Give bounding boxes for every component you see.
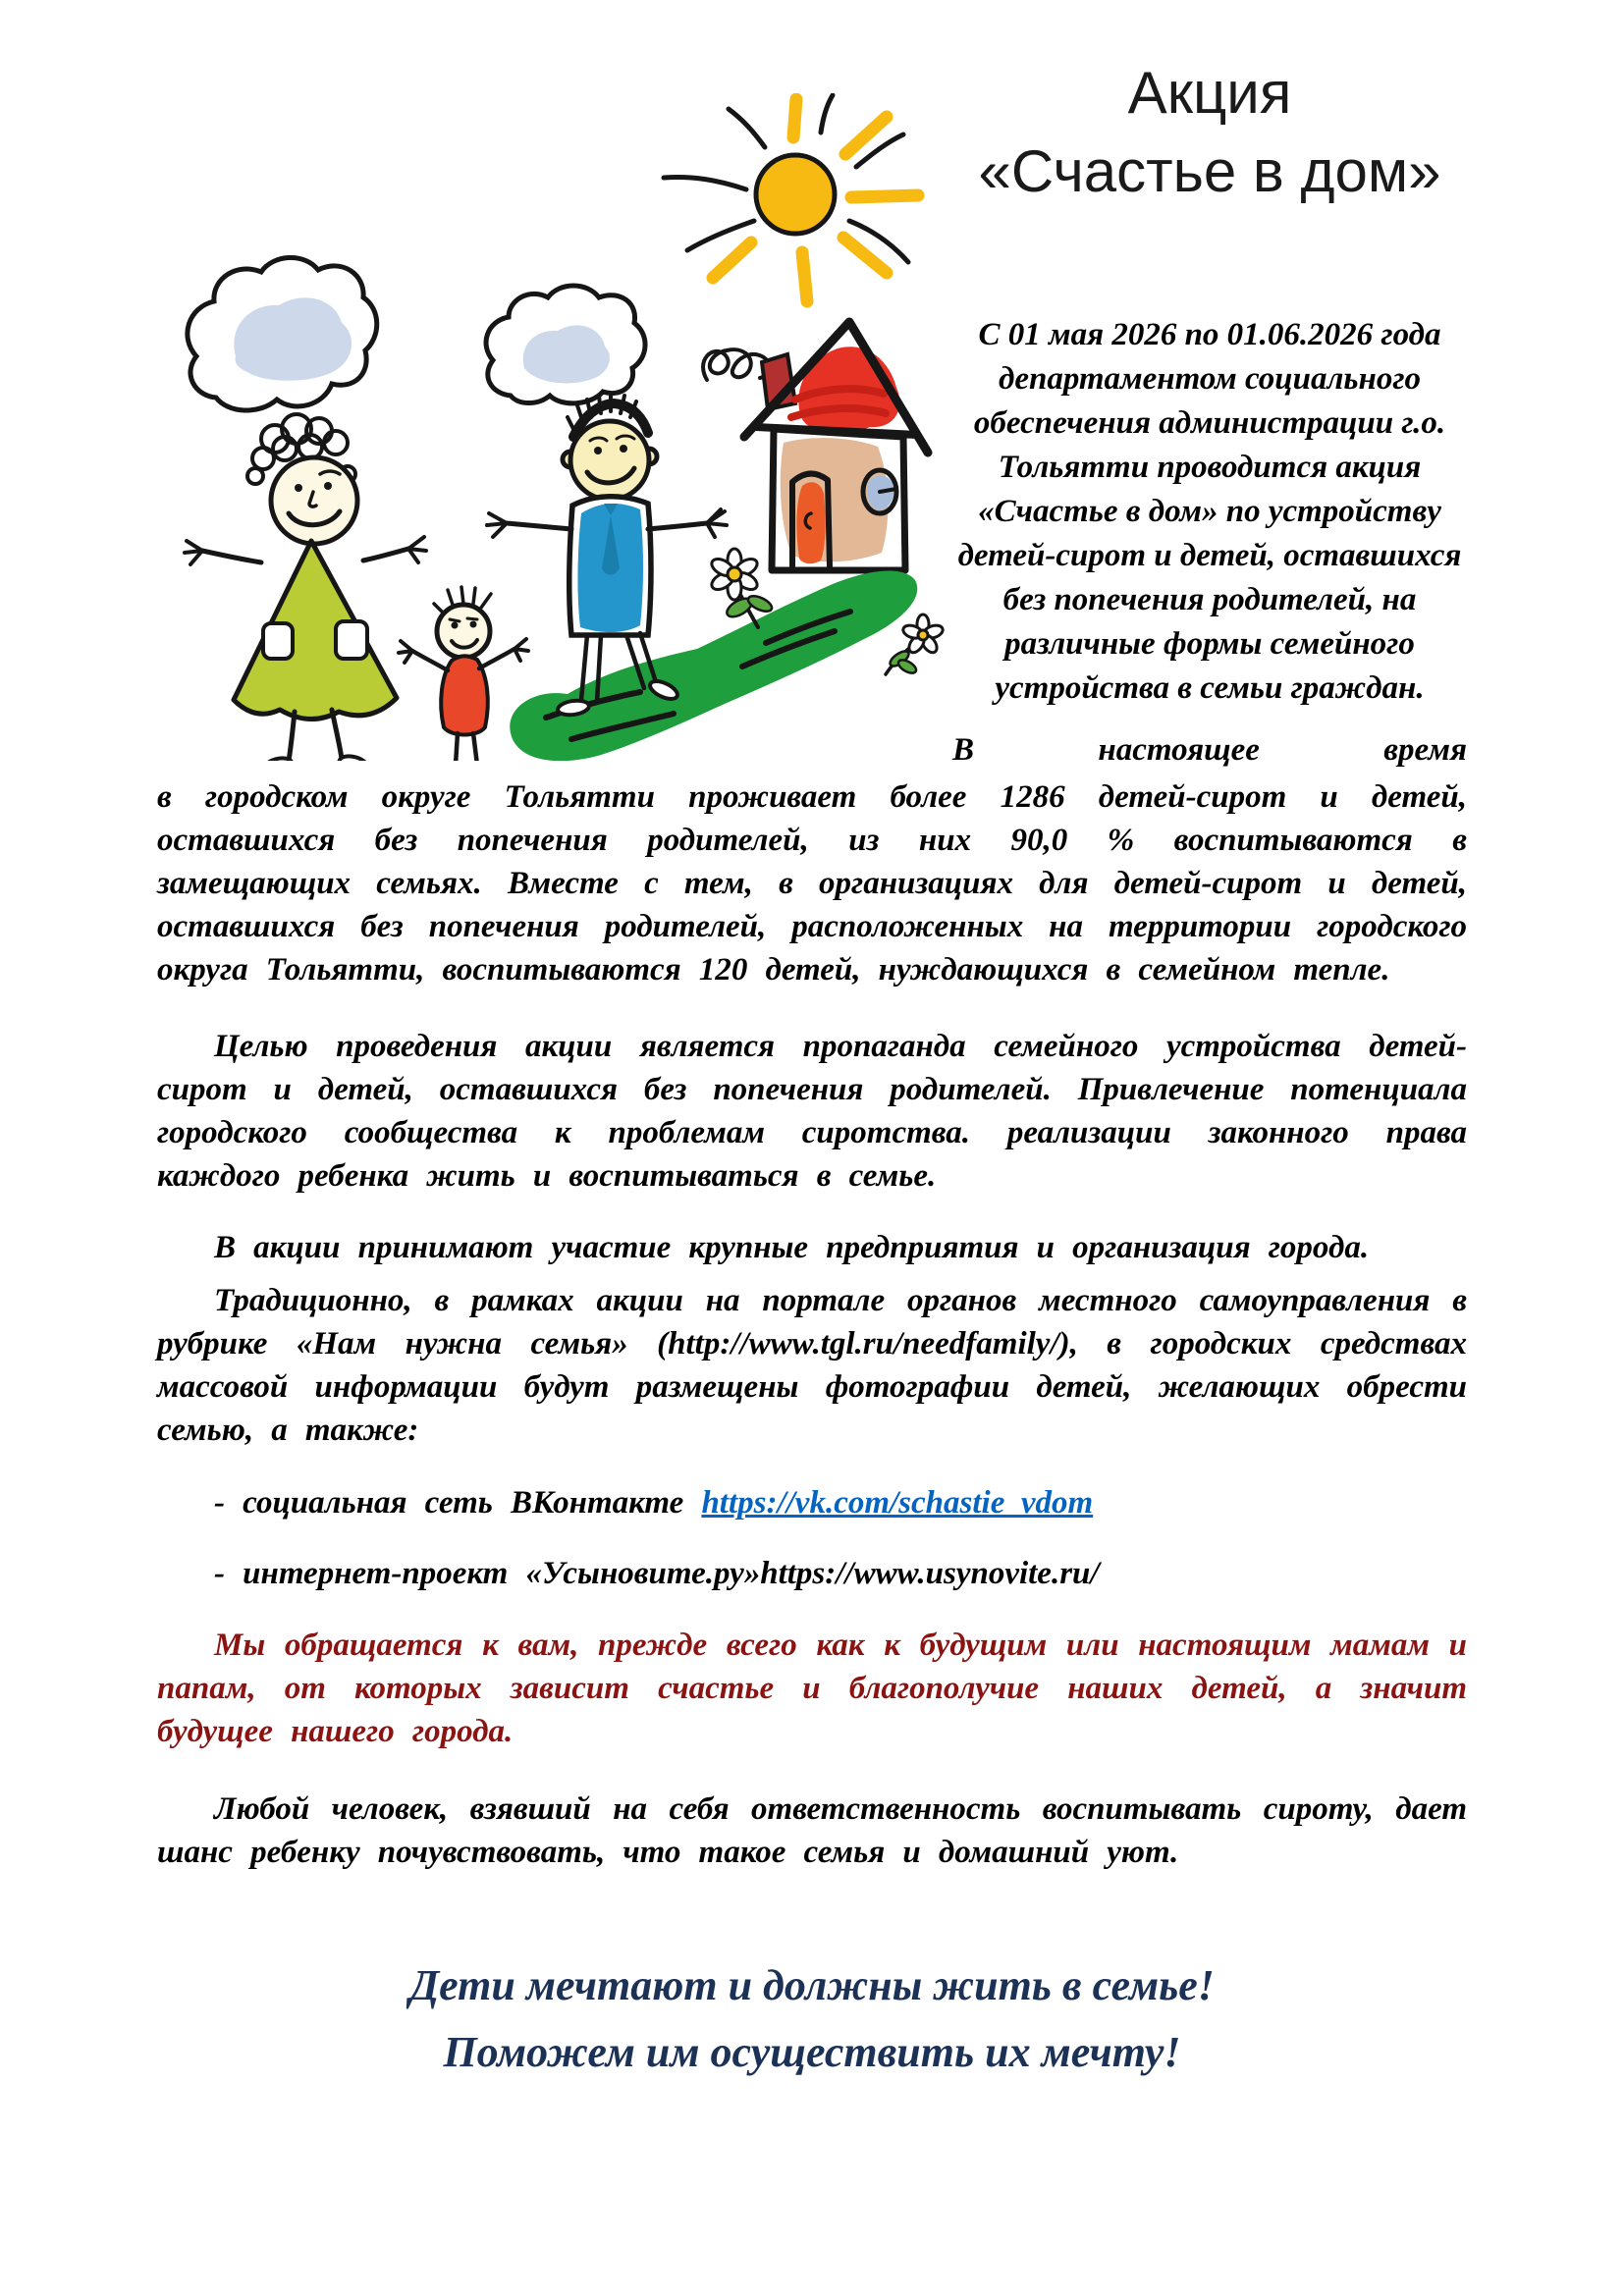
- family-house-drawing: [118, 93, 952, 761]
- intro-paragraph: С 01 мая 2026 по 01.06.2026 года департаментом социального обеспечения администрации г.о. Тольятти проводится акция «Счастье в дом» по устройству детей-сирот и детей, оставшихся без попечения родителей, на различные формы семейного устройства в семьи граждан.: [957, 317, 1462, 706]
- paragraph-current-situation: в городском округе Тольятти проживает более 1286 детей-сирот и детей, оставшихся без попечения родителей, из них 90,0 % воспитываются в замещающих семьях. Вместе с тем, в организациях для детей-сирот и детей, оставшихся без попечения родителей, расположенных на территории городского округа Тольятти, воспитываются 120 детей, нуждающихся в семейном тепле.: [157, 779, 1467, 988]
- flower-icon: [709, 549, 774, 627]
- smoke-spiral-icon: [703, 349, 769, 380]
- paragraph-participants: В акции принимают участие крупные предприятия и организация города.: [214, 1230, 1370, 1265]
- footer-slogan-line1: Дети мечтают и должны жить в семье!: [409, 1961, 1215, 2009]
- page-title-line2: «Счастье в дом»: [978, 138, 1441, 204]
- vk-link[interactable]: https://vk.com/schastie_vdom: [701, 1485, 1094, 1521]
- cloud-middle-icon: [486, 286, 645, 403]
- paragraph-responsibility: Любой человек, взявший на себя ответственность воспитывать сироту, дает шанс ребенку почувствовать, что такое семья и домашний уют.: [157, 1791, 1467, 1870]
- paragraph-media: Традиционно, в рамках акции на портале органов местного самоуправления в рубрике «Нам нужна семья» (http://www.tgl.ru/needfamily/), в городских средствах массовой информации будут размещены фотографии детей, желающих обрести семью, а также:: [157, 1283, 1467, 1448]
- paragraph-goal: Целью проведения акции является пропаганда семейного устройства детей-сирот и детей, оставшихся без попечения родителей. Привлечение потенциала городского сообщества к проблемам сиротства. реализации законного права каждого ребенка жить и воспитываться в семье.: [157, 1029, 1467, 1194]
- sun-icon: [664, 95, 918, 301]
- children-drawing-illustration: [118, 54, 952, 775]
- page-title-line1: Акция: [1127, 60, 1292, 126]
- list-item-vk: [157, 1481, 1467, 1524]
- list-item-vk-label: - социальная сеть ВКонтакте: [214, 1485, 702, 1521]
- house-icon: [744, 322, 928, 570]
- small-flower-icon: [886, 614, 945, 675]
- child-figure: [399, 587, 528, 761]
- mother-figure: [185, 414, 426, 761]
- list-item-usynovite: - интернет-проект «Усыновите.ру»https://www.usynovite.ru/: [214, 1556, 1100, 1591]
- paragraph-current-situation-first-line: В настоящее время: [952, 732, 1467, 768]
- appeal-paragraph: Мы обращается к вам, прежде всего как к будущим или настоящим мамам и папам, от которых зависит счастье и благополучие наших детей, а значит будущее нашего города.: [157, 1628, 1467, 1749]
- footer-slogan: [157, 1952, 1467, 2086]
- cloud-left-icon: [188, 257, 377, 410]
- footer-slogan-line2: Поможем им осуществить их мечту!: [443, 2028, 1181, 2076]
